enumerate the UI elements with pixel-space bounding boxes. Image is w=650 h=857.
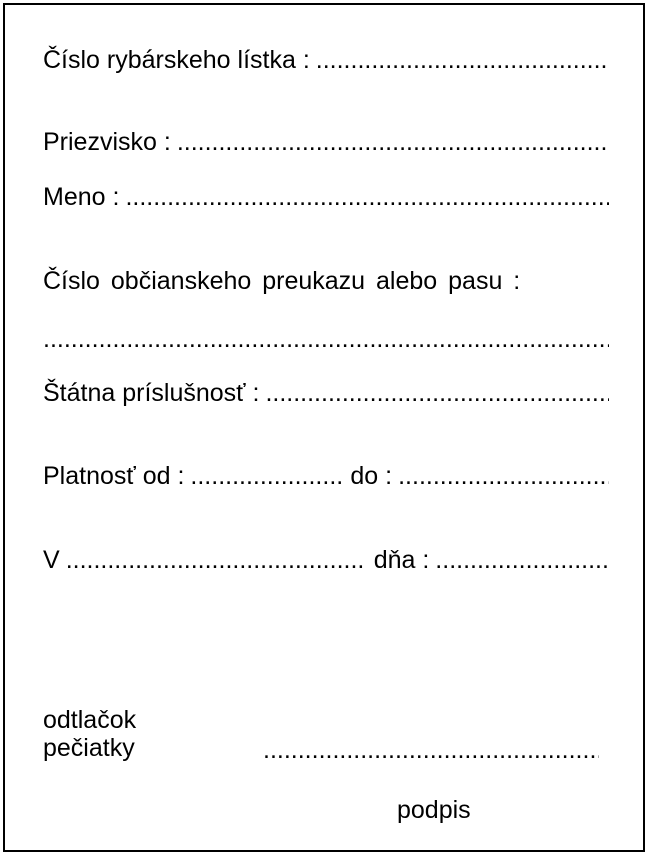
fishing-license-form — [3, 3, 645, 852]
signature-field[interactable] — [263, 735, 599, 765]
first-name-row — [43, 182, 609, 212]
nationality-field[interactable] — [265, 378, 609, 408]
valid-to-field[interactable] — [398, 461, 609, 491]
surname-label: Priezvisko : — [43, 128, 171, 156]
date-label: dňa : — [373, 546, 430, 574]
stamp-label-line2: pečiatky — [43, 734, 135, 762]
id-number-row — [43, 266, 609, 296]
first-name-label: Meno : — [43, 183, 120, 211]
id-number-field[interactable] — [43, 324, 609, 354]
valid-to-label: do : — [350, 462, 393, 490]
fishing-license-number-row — [43, 45, 609, 75]
surname-row — [43, 127, 609, 157]
id-number-field-row — [43, 324, 609, 354]
valid-from-field[interactable] — [190, 461, 342, 491]
surname-field[interactable] — [177, 127, 609, 157]
fishing-license-number-field[interactable] — [316, 45, 609, 75]
id-number-label: Číslo občianskeho preukazu alebo pasu : — [43, 267, 521, 295]
place-date-row — [43, 545, 609, 575]
place-label: V — [43, 546, 60, 574]
signature-label: podpis — [397, 796, 471, 824]
place-field[interactable] — [66, 545, 366, 575]
signature-row — [263, 735, 599, 765]
nationality-label: Štátna príslušnosť : — [43, 379, 260, 407]
nationality-row — [43, 378, 609, 408]
date-field[interactable] — [435, 545, 609, 575]
valid-from-label: Platnosť od : — [43, 462, 185, 490]
validity-row — [43, 461, 609, 491]
stamp-label-line1: odtlačok — [43, 706, 137, 734]
fishing-license-number-label: Číslo rybárskeho lístka : — [43, 46, 310, 74]
first-name-field[interactable] — [125, 182, 609, 212]
